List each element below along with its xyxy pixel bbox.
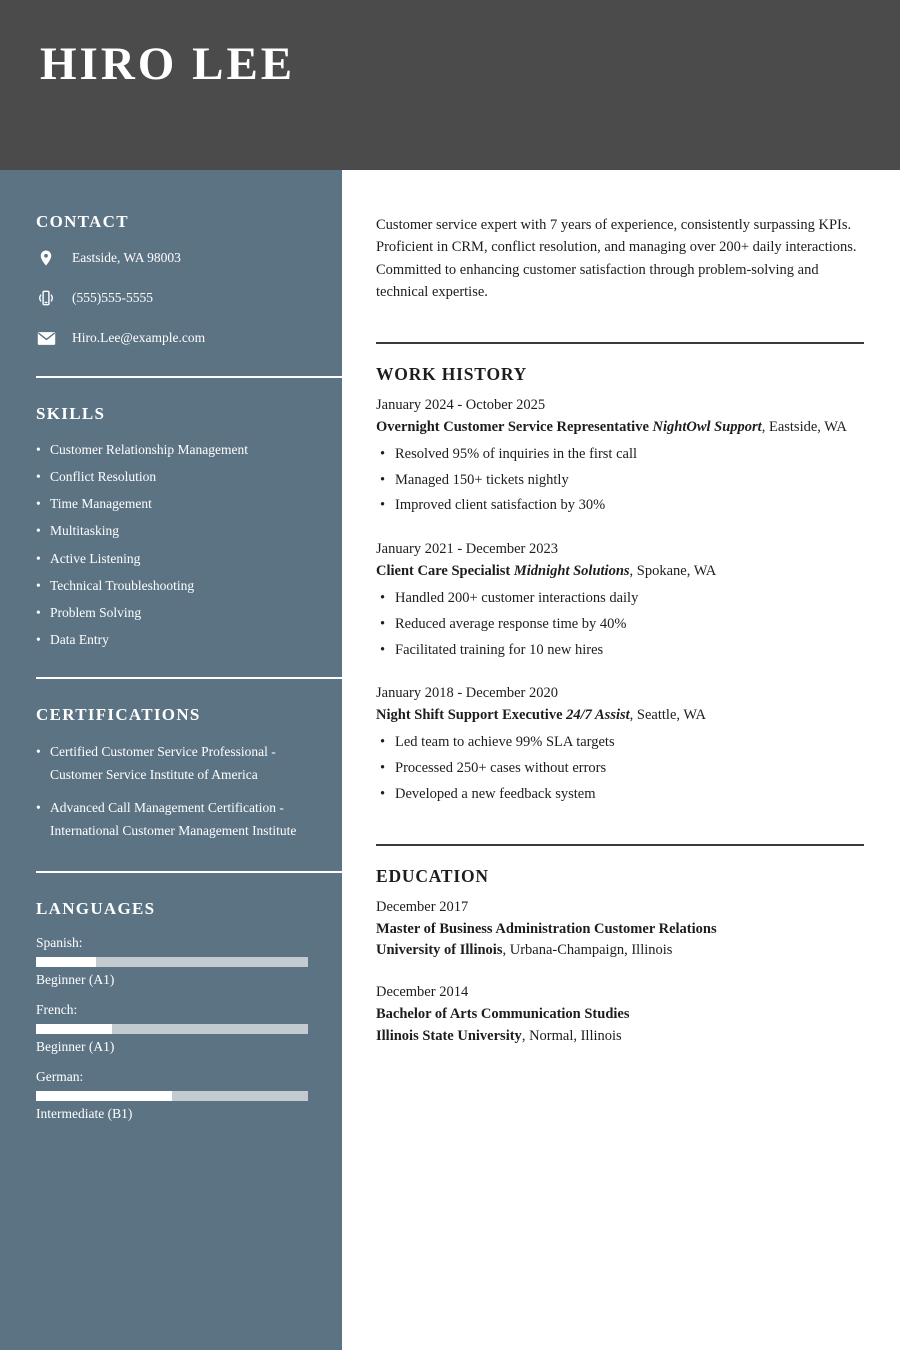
job-dates: January 2024 - October 2025 xyxy=(376,396,546,413)
language-level: Intermediate (B1) xyxy=(36,1106,133,1121)
sidebar-divider xyxy=(36,871,342,873)
education-entry xyxy=(376,984,864,1048)
education-section xyxy=(376,866,864,1048)
sidebar-divider xyxy=(36,677,342,679)
certifications-section xyxy=(36,705,308,843)
education-school: University of Illinois xyxy=(376,942,503,959)
language-name: Spanish: xyxy=(36,935,83,950)
language-name: German: xyxy=(36,1069,84,1084)
languages-section xyxy=(36,899,308,1122)
certification-item: • Certified Customer Service Professional - Customer Service Institute of America xyxy=(36,741,308,787)
job-entry xyxy=(376,685,864,805)
contact-phone-text: (555)555-5555 xyxy=(72,290,153,305)
job-title-line xyxy=(376,417,864,438)
summary-paragraph: Customer service expert with 7 years of experience, consistently surpassing KPIs. Proficient in CRM, conflict resolution, and managing over 200+ daily interactions. Committed to enhancing customer satisfaction through problem-solving and technical expertise. xyxy=(376,217,857,301)
job-location: , Spokane, WA xyxy=(629,563,717,580)
skill-item: • Time Management xyxy=(36,494,308,513)
education-degree: Bachelor of Arts Communication Studies xyxy=(376,1006,630,1023)
job-bullet: • Improved client satisfaction by 30% xyxy=(380,495,864,517)
education-title: EDUCATION xyxy=(376,865,489,886)
job-bullet: • Managed 150+ tickets nightly xyxy=(380,470,864,492)
job-bullets xyxy=(380,444,864,517)
education-entry xyxy=(376,899,864,963)
location-icon xyxy=(36,248,56,268)
contact-email xyxy=(36,328,308,348)
job-bullet: • Resolved 95% of inquiries in the first call xyxy=(380,444,864,466)
skills-list xyxy=(36,440,308,649)
languages-title: LANGUAGES xyxy=(36,899,156,918)
language-progress-bar xyxy=(36,957,308,967)
contact-title: CONTACT xyxy=(36,212,129,231)
job-title: Client Care Specialist xyxy=(376,563,511,580)
education-school-line xyxy=(376,940,864,962)
work-history-title: WORK HISTORY xyxy=(376,363,528,384)
job-location: , Eastside, WA xyxy=(761,418,847,435)
certifications-title: CERTIFICATIONS xyxy=(36,705,201,725)
job-bullet: • Developed a new feedback system xyxy=(380,784,864,806)
job-bullet: • Handled 200+ customer interactions daily xyxy=(380,588,864,610)
job-company: Midnight Solutions xyxy=(513,563,630,580)
resume-body xyxy=(0,170,900,1350)
job-bullets xyxy=(380,732,864,805)
job-title: Night Shift Support Executive xyxy=(376,707,563,724)
job-bullet: • Led team to achieve 99% SLA targets xyxy=(380,732,864,754)
skill-item: • Multitasking xyxy=(36,521,308,540)
skill-item: • Customer Relationship Management xyxy=(36,440,308,459)
job-bullet: • Reduced average response time by 40% xyxy=(380,614,864,636)
job-title: Overnight Customer Service Representative xyxy=(376,418,649,435)
work-history-section xyxy=(376,364,864,806)
job-bullets xyxy=(380,588,864,661)
job-company: 24/7 Assist xyxy=(566,707,630,724)
sidebar-divider xyxy=(36,376,342,378)
job-location: , Seattle, WA xyxy=(629,707,706,724)
language-progress-bar xyxy=(36,1024,308,1034)
education-date: December 2014 xyxy=(376,984,469,1001)
job-title-line xyxy=(376,705,864,726)
language-progress-fill xyxy=(36,957,96,967)
skill-item: • Problem Solving xyxy=(36,603,308,622)
language-level: Beginner (A1) xyxy=(36,972,115,987)
email-icon xyxy=(36,328,56,348)
section-rule xyxy=(376,844,864,846)
language-progress-bar xyxy=(36,1091,308,1101)
job-bullet: • Processed 250+ cases without errors xyxy=(380,758,864,780)
skill-item: • Active Listening xyxy=(36,549,308,568)
education-school: Illinois State University xyxy=(376,1027,522,1044)
education-school-line xyxy=(376,1026,864,1048)
language-name: French: xyxy=(36,1002,78,1017)
job-entry xyxy=(376,541,864,661)
education-degree: Master of Business Administration Customer Relations xyxy=(376,920,717,937)
contact-phone xyxy=(36,288,308,308)
language-progress-fill xyxy=(36,1091,172,1101)
skills-title: SKILLS xyxy=(36,404,106,423)
section-rule xyxy=(376,342,864,344)
job-entry xyxy=(376,397,864,517)
certification-item: • Advanced Call Management Certification - International Customer Management Institute xyxy=(36,797,308,843)
job-bullet: • Facilitated training for 10 new hires xyxy=(380,640,864,662)
resume-header xyxy=(0,0,900,170)
contact-location-text: Eastside, WA 98003 xyxy=(72,250,181,265)
sidebar xyxy=(0,170,342,1350)
certifications-list xyxy=(36,741,308,843)
education-school-location: , Normal, Illinois xyxy=(521,1027,622,1044)
contact-section xyxy=(36,212,308,348)
main-column xyxy=(342,170,900,1350)
job-title-line xyxy=(376,561,864,582)
skill-item: • Data Entry xyxy=(36,630,308,649)
skill-item: • Conflict Resolution xyxy=(36,467,308,486)
skill-item: • Technical Troubleshooting xyxy=(36,576,308,595)
skills-section xyxy=(36,404,308,649)
language-level: Beginner (A1) xyxy=(36,1039,115,1054)
contact-location xyxy=(36,248,308,268)
language-progress-fill xyxy=(36,1024,112,1034)
job-dates: January 2018 - December 2020 xyxy=(376,685,558,702)
education-date: December 2017 xyxy=(376,898,469,915)
contact-email-text: Hiro.Lee@example.com xyxy=(72,330,206,345)
phone-icon xyxy=(36,288,56,308)
job-company: NightOwl Support xyxy=(652,418,762,435)
job-dates: January 2021 - December 2023 xyxy=(376,541,558,558)
candidate-name: HIRO LEE xyxy=(40,38,296,90)
education-school-location: , Urbana-Champaign, Illinois xyxy=(502,942,673,959)
